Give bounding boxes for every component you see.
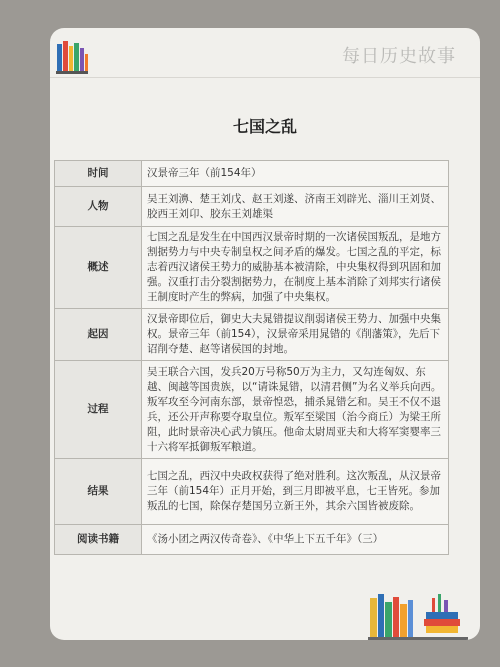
row-value: 汉景帝三年（前154年） — [142, 161, 449, 187]
brand-title: 每日历史故事 — [342, 46, 456, 67]
table-row — [55, 361, 449, 459]
row-label: 起因 — [55, 309, 142, 361]
info-table — [54, 160, 449, 555]
header — [50, 28, 480, 80]
row-value: 《汤小团之两汉传奇卷》、《中华上下五千年》（三） — [142, 525, 449, 555]
page-title: 七国之乱 — [232, 117, 297, 136]
row-label: 结果 — [55, 459, 142, 525]
bookshelf-icon — [368, 588, 468, 640]
table-row — [55, 459, 449, 525]
table-row — [55, 525, 449, 555]
row-label: 阅读书籍 — [55, 525, 142, 555]
table-row — [55, 227, 449, 309]
story-card — [50, 28, 480, 640]
row-value: 吴王联合六国，发兵20万号称50万为主力，又勾连匈奴、东越、闽越等国贵族，以“请诛晁错，以清君侧”为名义举兵向西。叛军攻至今河南东部，景帝惶恐，捕杀晁错乞和。吴王不仅不退兵，还公开声称要夺取皇位。叛军至梁国（治今商丘）为梁王所阻，此时景帝决心武力镇压。他命太尉周亚夫和大将军窦婴率三十六将军抵御叛军粮道。 — [142, 361, 449, 459]
row-value: 七国之乱是发生在中国西汉景帝时期的一次诸侯国叛乱，是地方割据势力与中央专制皇权之间矛盾的爆发。七国之乱的平定，标志着西汉诸侯王势力的威胁基本被清除，中央集权得到巩固和加强。汉重打击分裂割据势力，在制度上基本消除了刘邦实行诸侯王制度时产生的弊病，加强了中央集权。 — [142, 227, 449, 309]
table-row — [55, 309, 449, 361]
row-label: 人物 — [55, 187, 142, 227]
row-value: 汉景帝即位后，御史大夫晁错提议削弱诸侯王势力、加强中央集权。景帝三年（前154），汉景帝采用晁错的《削藩策》，先后下诏削夺楚、赵等诸侯国的封地。 — [142, 309, 449, 361]
table-row — [55, 161, 449, 187]
header-divider — [50, 77, 480, 78]
row-label: 概述 — [55, 227, 142, 309]
row-value: 七国之乱，西汉中央政权获得了绝对胜利。这次叛乱，从汉景帝三年（前154年）正月开始，到三月即被平息，七王皆死。参加叛乱的七国，除保存楚国另立新王外，其余六国皆被废除。 — [142, 459, 449, 525]
table-row — [55, 187, 449, 227]
books-stack-icon — [56, 38, 90, 74]
row-value: 吴王刘濞、楚王刘戊、赵王刘遂、济南王刘辟光、淄川王刘贤、胶西王刘卬、胶东王刘雄渠 — [142, 187, 449, 227]
row-label: 过程 — [55, 361, 142, 459]
row-label: 时间 — [55, 161, 142, 187]
